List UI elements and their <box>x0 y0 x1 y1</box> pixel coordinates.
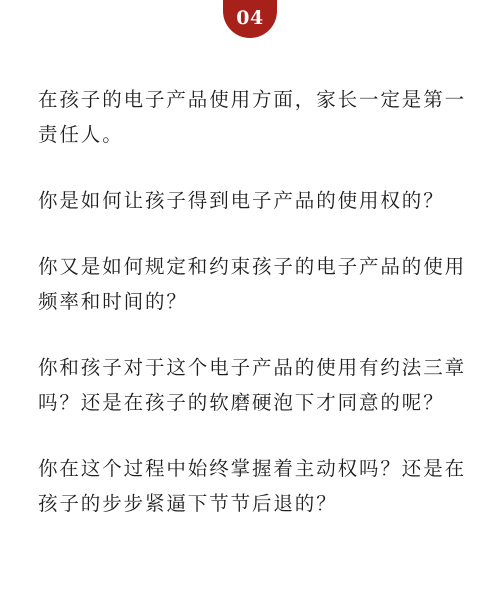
paragraph-4: 你和孩子对于这个电子产品的使用有约法三章吗？还是在孩子的软磨硬泡下才同意的呢？ <box>38 356 467 414</box>
paragraph-2: 你是如何让孩子得到电子产品的使用权的？ <box>38 189 445 212</box>
section-number: 04 <box>236 7 264 29</box>
paragraph-3: 你又是如何规定和约束孩子的电子产品的使用频率和时间的？ <box>38 255 467 313</box>
paragraph-5: 你在这个过程中始终掌握着主动权吗？还是在孩子的步步紧逼下节节后退的？ <box>38 457 467 515</box>
paragraph-1: 在孩子的电子产品使用方面，家长一定是第一责任人。 <box>38 88 467 146</box>
article-body <box>38 82 468 521</box>
section-number-badge <box>223 0 277 38</box>
